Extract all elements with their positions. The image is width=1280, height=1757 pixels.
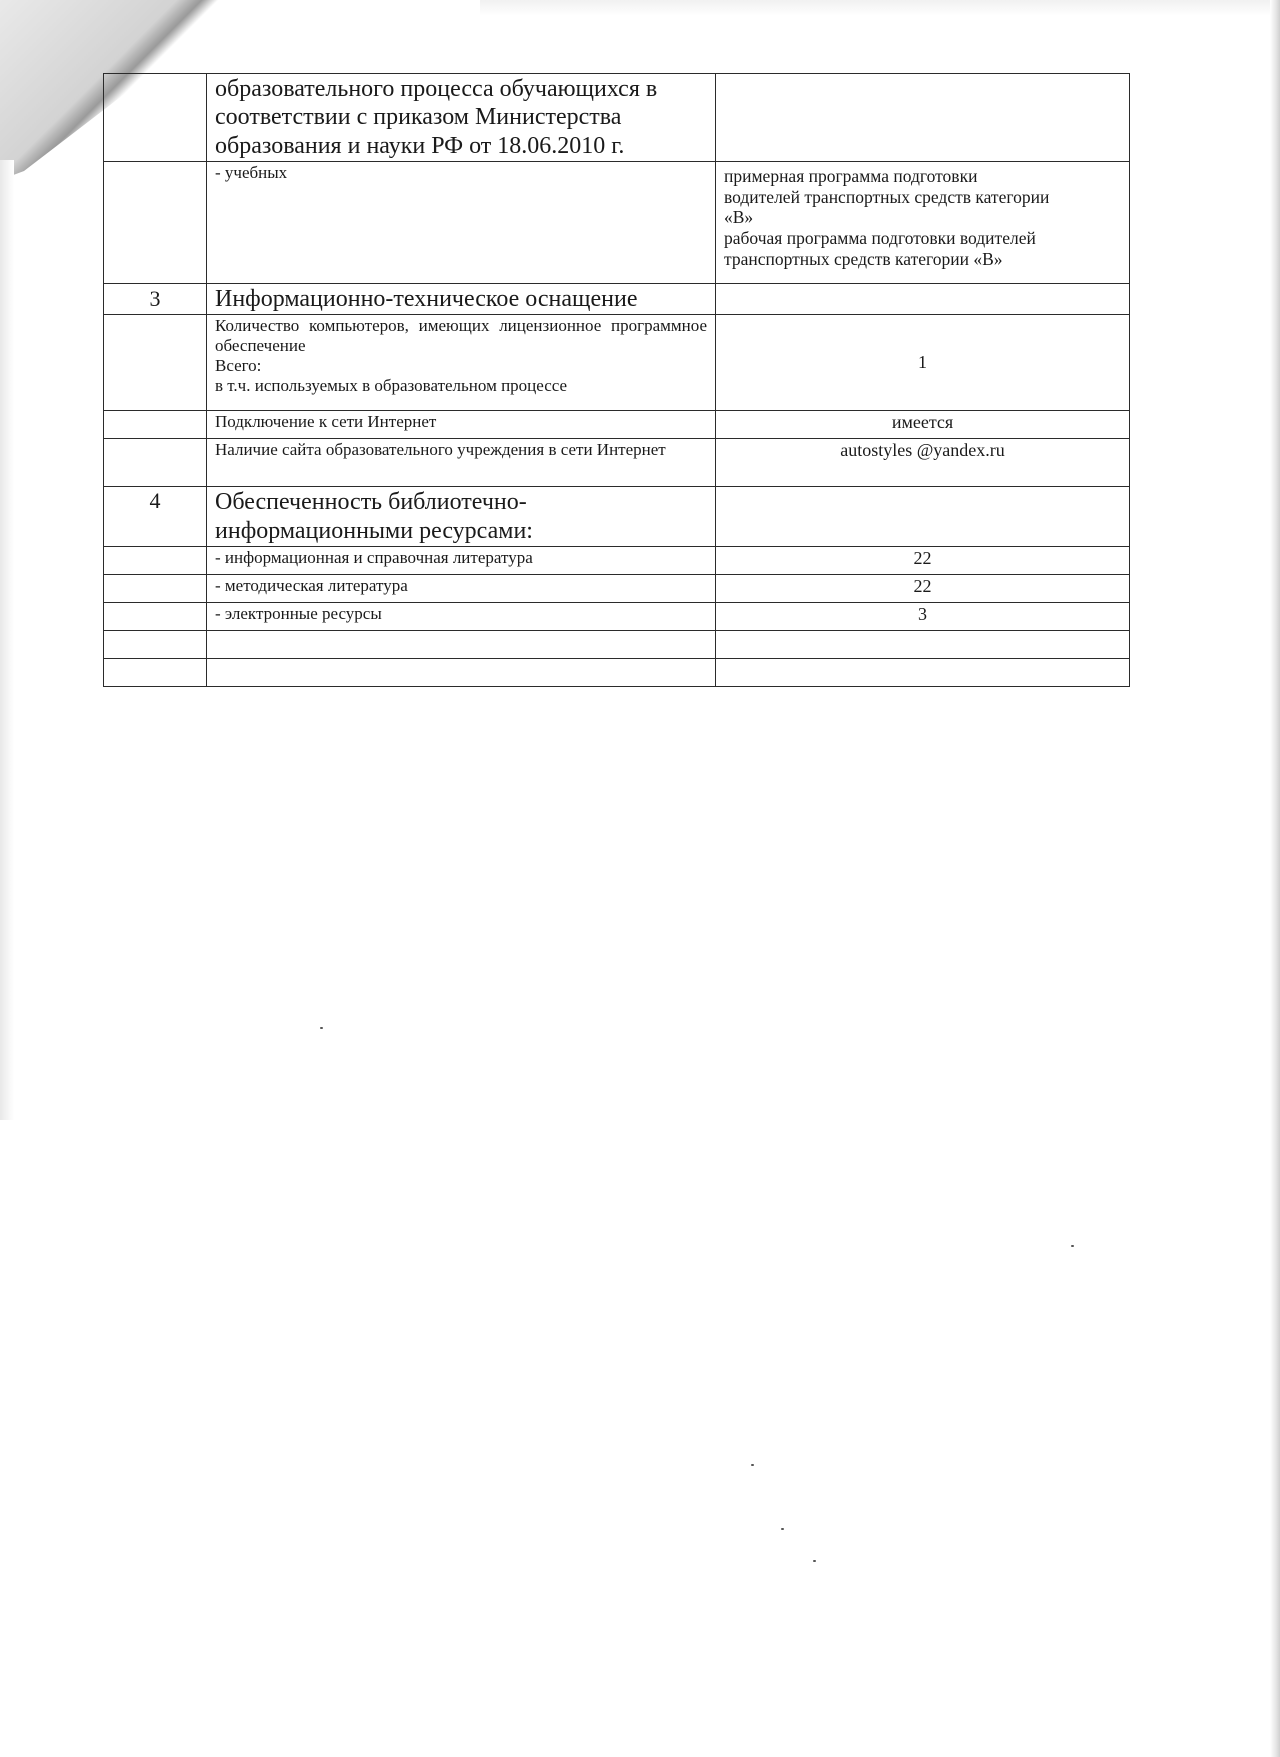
scan-speck: [1071, 1245, 1074, 1247]
description-line: соответствии с приказом Министерства: [215, 104, 622, 131]
row-description: [207, 547, 716, 575]
empty-cell: [207, 659, 716, 687]
row-description: [207, 284, 716, 315]
table-row: [104, 315, 1130, 411]
row-number: 4: [104, 487, 207, 547]
table-row: [104, 439, 1130, 487]
row-number: [104, 439, 207, 487]
row-number: [104, 162, 207, 284]
description-line: в т.ч. используемых в образовательном процессе: [215, 376, 568, 396]
row-description: [207, 603, 716, 631]
description-line: Всего:: [215, 356, 262, 376]
row-description: [207, 162, 716, 284]
description-line: - учебных: [215, 163, 288, 182]
value-line: водителей транспортных средств категории: [724, 186, 1050, 207]
scan-speck: [781, 1528, 784, 1530]
table-row: [104, 603, 1130, 631]
empty-cell: [207, 631, 716, 659]
row-number: [104, 315, 207, 411]
table-row: [104, 547, 1130, 575]
description-line: образовательного процесса обучающихся в: [215, 76, 658, 102]
empty-cell: [716, 631, 1130, 659]
scan-speck: [320, 1027, 323, 1029]
empty-cell: [716, 659, 1130, 687]
table-row: [104, 284, 1130, 315]
value-line: 22: [913, 576, 932, 597]
scan-top-shadow: [480, 0, 1270, 16]
value-line: 3: [918, 604, 927, 625]
value-line: 22: [913, 548, 932, 569]
row-description: [207, 411, 716, 439]
row-number: [104, 603, 207, 631]
section-heading: информационными ресурсами:: [215, 517, 533, 544]
empty-cell: [104, 659, 207, 687]
table-row: [104, 74, 1130, 162]
scan-left-edge: [0, 160, 14, 1120]
row-number: 3: [104, 284, 207, 315]
row-description: [207, 315, 716, 411]
scan-speck: [813, 1560, 816, 1562]
row-value: [716, 284, 1130, 315]
empty-row: [104, 659, 1130, 687]
table-row: [104, 411, 1130, 439]
table-row: [104, 162, 1130, 284]
value-line: имеется: [891, 412, 954, 433]
value-line: 1: [918, 352, 927, 373]
empty-row: [104, 631, 1130, 659]
description-line: Количество компьютеров, имеющих лицензионное программное обеспечение: [215, 316, 707, 356]
row-value: [716, 439, 1130, 487]
value-line: autostyles @yandex.ru: [840, 440, 1005, 461]
row-description: [207, 439, 716, 487]
scan-speck: [751, 1464, 754, 1466]
row-description: [207, 575, 716, 603]
value-line: рабочая программа подготовки водителей: [724, 227, 1036, 248]
row-value: [716, 547, 1130, 575]
resources-table: [103, 73, 1130, 687]
scan-right-edge: [1270, 0, 1280, 1757]
description-line: - информационная и справочная литература: [215, 548, 533, 568]
row-description: [207, 74, 716, 162]
row-number: [104, 575, 207, 603]
row-number: [104, 74, 207, 162]
description-line: - методическая литература: [215, 576, 408, 596]
row-value: [716, 575, 1130, 603]
row-value: [716, 74, 1130, 162]
table-row: [104, 487, 1130, 547]
row-description: [207, 487, 716, 547]
row-value: [716, 603, 1130, 631]
row-number: [104, 547, 207, 575]
value-line: транспортных средств категории «В»: [724, 248, 1003, 269]
row-value: [716, 315, 1130, 411]
description-line: - электронные ресурсы: [215, 604, 382, 624]
row-value: [716, 487, 1130, 547]
description-line: Подключение к сети Интернет: [215, 412, 437, 432]
value-line: примерная программа подготовки: [724, 166, 978, 186]
description-line: образования и науки РФ от 18.06.2010 г.: [215, 132, 625, 159]
value-line: «В»: [724, 207, 754, 228]
section-heading: Информационно-техническое оснащение: [215, 286, 638, 312]
empty-cell: [104, 631, 207, 659]
section-heading: Обеспеченность библиотечно-: [215, 489, 527, 516]
table-row: [104, 575, 1130, 603]
description-line: Наличие сайта образовательного учреждения в сети Интернет: [215, 440, 666, 460]
row-value: [716, 162, 1130, 284]
row-value: [716, 411, 1130, 439]
row-number: [104, 411, 207, 439]
